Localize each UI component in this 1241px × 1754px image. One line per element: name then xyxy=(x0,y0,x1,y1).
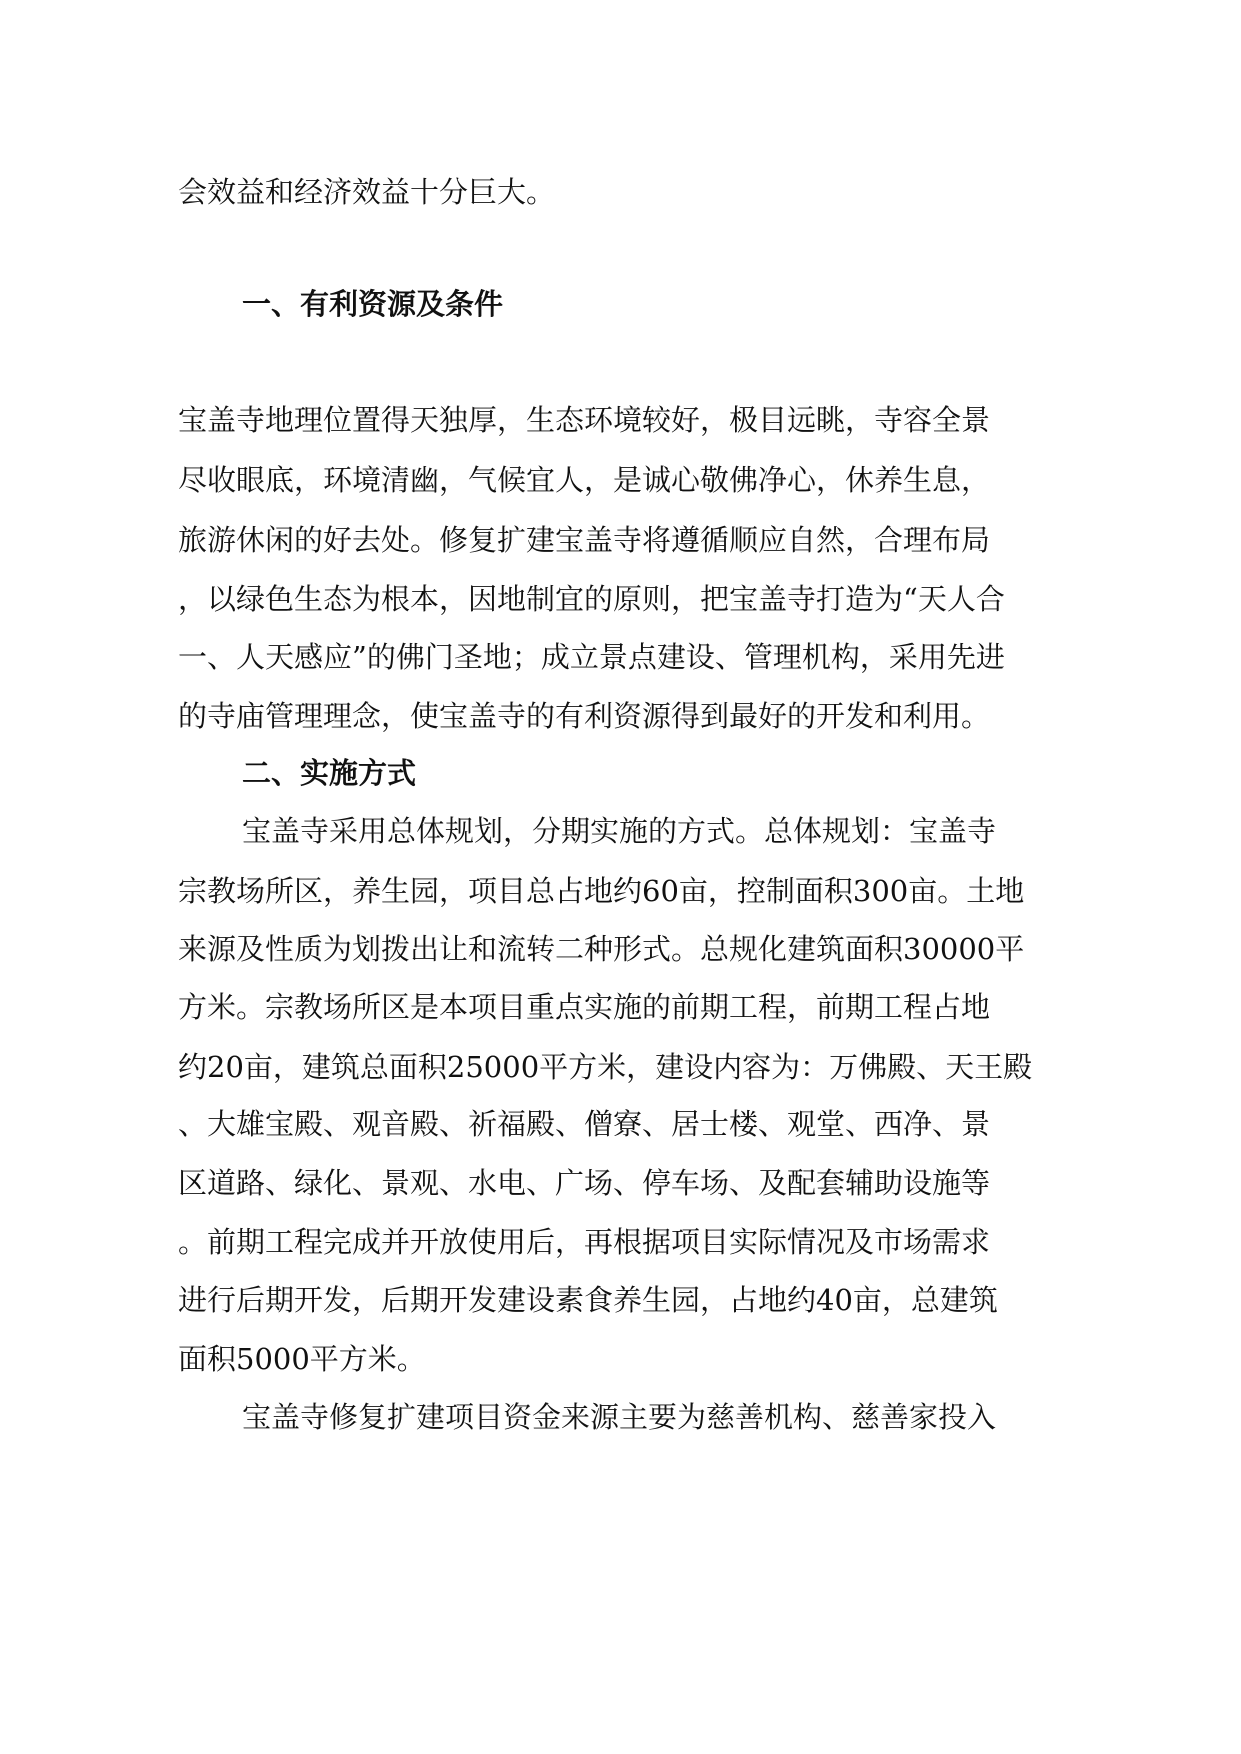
paragraph-line: ，以绿色生态为根本，因地制宜的原则，把宝盖寺打造为“天人合 xyxy=(178,582,1005,616)
paragraph-line: 宗教场所区，养生园，项目总占地约60亩，控制面积300亩。土地 xyxy=(178,874,1025,908)
paragraph-line: 来源及性质为划拨出让和流转二种形式。总规化建筑面积30000平 xyxy=(178,932,1025,966)
paragraph-line: 宝盖寺采用总体规划，分期实施的方式。总体规划：宝盖寺 xyxy=(242,814,997,848)
section-heading-1: 一、有利资源及条件 xyxy=(242,287,504,321)
paragraph-line: 面积5000平方米。 xyxy=(178,1342,426,1376)
paragraph-line: 进行后期开发，后期开发建设素食养生园，占地约40亩，总建筑 xyxy=(178,1283,998,1317)
paragraph-line: 宝盖寺修复扩建项目资金来源主要为慈善机构、慈善家投入 xyxy=(242,1400,997,1434)
paragraph-line: 、大雄宝殿、观音殿、祈福殿、僧寮、居士楼、观堂、西净、景 xyxy=(178,1107,991,1141)
paragraph-line: 宝盖寺地理位置得天独厚，生态环境较好，极目远眺，寺容全景 xyxy=(178,403,991,437)
paragraph-line: 会效益和经济效益十分巨大。 xyxy=(178,175,556,209)
paragraph-line: 。前期工程完成并开放使用后，再根据项目实际情况及市场需求 xyxy=(178,1225,991,1259)
paragraph-line: 区道路、绿化、景观、水电、广场、停车场、及配套辅助设施等 xyxy=(178,1166,991,1200)
paragraph-line: 约20亩，建筑总面积25000平方米，建设内容为：万佛殿、天王殿 xyxy=(178,1050,1033,1084)
section-heading-2: 二、实施方式 xyxy=(242,756,417,790)
paragraph-line: 尽收眼底，环境清幽，气候宜人，是诚心敬佛净心，休养生息， xyxy=(178,463,991,497)
paragraph-line: 一、人天感应”的佛门圣地；成立景点建设、管理机构，采用先进 xyxy=(178,640,1005,674)
paragraph-line: 方米。宗教场所区是本项目重点实施的前期工程，前期工程占地 xyxy=(178,990,991,1024)
paragraph-line: 的寺庙管理理念，使宝盖寺的有利资源得到最好的开发和利用。 xyxy=(178,699,991,733)
paragraph-line: 旅游休闲的好去处。修复扩建宝盖寺将遵循顺应自然，合理布局 xyxy=(178,523,991,557)
